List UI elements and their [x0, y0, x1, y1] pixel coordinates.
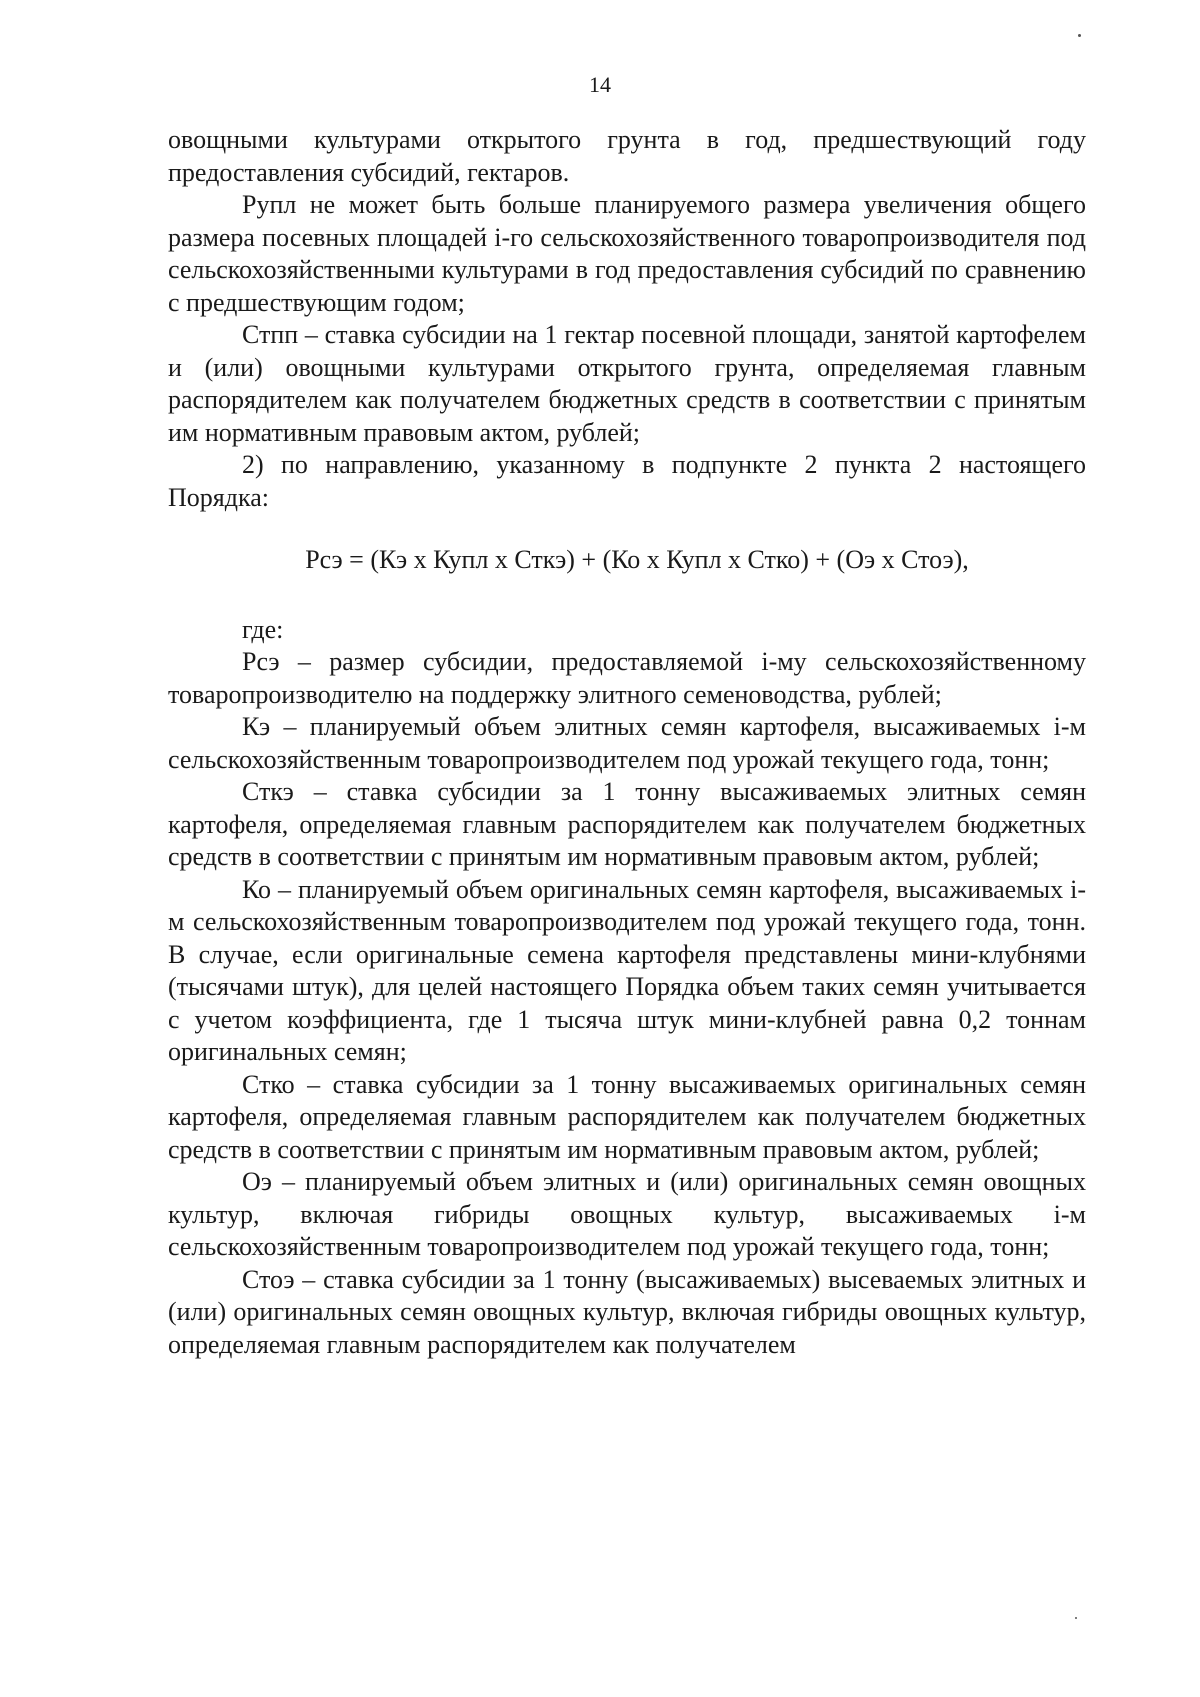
paragraph-stpp-definition: Стпп – ставка субсидии на 1 гектар посевной площади, занятой картофелем и (или) овощными культурами открытого грунта, определяемая главным распорядителем как получателем бюджетных средств в соответствии с принятым им нормативным правовым актом, рублей; — [168, 320, 1086, 447]
formula: Рсэ = (Кэ х Купл х Сткэ) + (Ко х Купл х Стко) + (Оэ х Стоэ), — [305, 545, 969, 574]
definition-ko: Ко – планируемый объем оригинальных семян картофеля, высаживаемых i-м сельскохозяйственным товаропроизводителем под урожай текущего года, тонн. В случае, если оригинальные семена картофеля представлены мини-клубнями (тысячами штук), для целей настоящего Порядка объем таких семян учитывается с учетом коэффициента, где 1 тысяча штук мини-клубней равна 0,2 тоннам оригинальных семян; — [168, 874, 1086, 1066]
definition-ke: Кэ – планируемый объем элитных семян картофеля, высаживаемых i-м сельскохозяйственным товаропроизводителем под урожай текущего года, тонн; — [168, 712, 1086, 774]
definition-stoe: Стоэ – ставка субсидии за 1 тонну (высаживаемых) высеваемых элитных и (или) оригинальных семян овощных культур, включая гибриды овощных культур, определяемая главным распорядителем как получателем — [168, 1264, 1086, 1359]
page-number: 14 — [589, 72, 611, 97]
definition-rse: Рсэ – размер субсидии, предоставляемой i-му сельскохозяйственному товаропроизводителю на поддержку элитного семеноводства, рублей; — [168, 647, 1086, 709]
paragraph-rupl-limit: Рупл не может быть больше планируемого размера увеличения общего размера посевных площадей i-го сельскохозяйственного товаропроизводителя под сельскохозяйственными культурами в год предоставления субсидий по сравнению с предшествующим годом; — [168, 190, 1086, 317]
scan-speck — [1078, 34, 1081, 37]
definition-oe: Оэ – планируемый объем элитных и (или) оригинальных семян овощных культур, включая гибриды овощных культур, высаживаемых i-м сельскохозяйственным товаропроизводителем под урожай текущего года, тонн; — [168, 1167, 1086, 1261]
definition-stko: Стко – ставка субсидии за 1 тонну высаживаемых оригинальных семян картофеля, определяемая главным распорядителем как получателем бюджетных средств в соответствии с принятым им нормативным правовым актом, рублей; — [168, 1069, 1086, 1164]
where-label: где: — [242, 614, 284, 644]
document-body — [168, 124, 1086, 1361]
definition-stke: Сткэ – ставка субсидии за 1 тонну высаживаемых элитных семян картофеля, определяемая главным распорядителем как получателем бюджетных средств в соответствии с принятым им нормативным правовым актом, рублей; — [168, 777, 1086, 871]
scan-speck — [1075, 1617, 1077, 1619]
paragraph-continuation: овощными культурами открытого грунта в год, предшествующий году предоставления субсидий, гектаров. — [168, 125, 1086, 187]
paragraph-direction-2: 2) по направлению, указанному в подпункте 2 пункта 2 настоящего Порядка: — [168, 450, 1086, 512]
